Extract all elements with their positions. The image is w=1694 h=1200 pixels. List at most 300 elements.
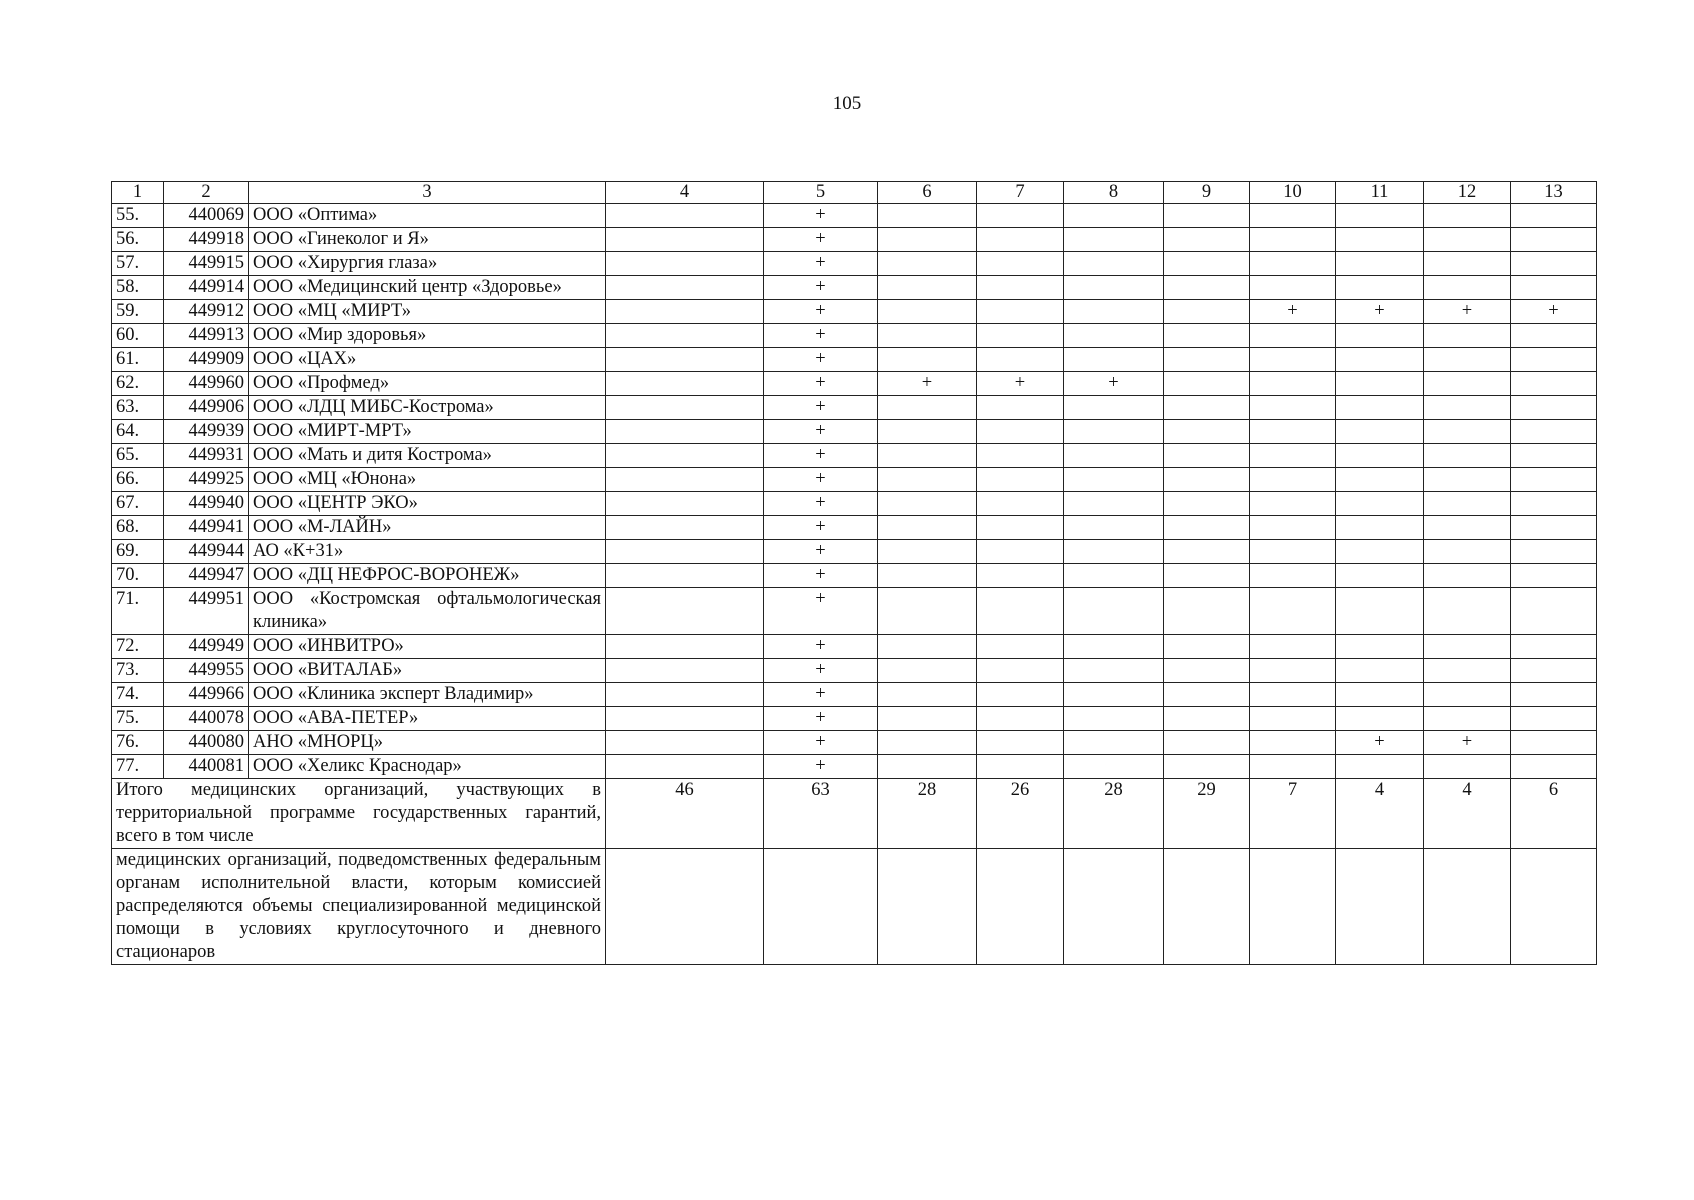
mark-cell-col-5: + bbox=[764, 396, 878, 420]
organization-name: ООО «ВИТАЛАБ» bbox=[249, 659, 606, 683]
subtotal-value-col-12 bbox=[1424, 849, 1511, 965]
table-row bbox=[112, 659, 1597, 683]
subtotal-value-col-8 bbox=[1064, 849, 1164, 965]
mark-cell-col-11 bbox=[1336, 252, 1424, 276]
column-header: 7 bbox=[977, 182, 1064, 204]
mark-cell-col-9 bbox=[1164, 516, 1250, 540]
row-number: 65. bbox=[112, 444, 164, 468]
mark-cell-col-6 bbox=[878, 564, 977, 588]
mark-cell-col-12 bbox=[1424, 348, 1511, 372]
mark-cell-col-5: + bbox=[764, 588, 878, 635]
mark-cell-col-5: + bbox=[764, 683, 878, 707]
mark-cell-col-8 bbox=[1064, 588, 1164, 635]
mark-cell-col-4 bbox=[606, 420, 764, 444]
mark-cell-col-12 bbox=[1424, 659, 1511, 683]
organization-code: 449949 bbox=[164, 635, 249, 659]
mark-cell-col-6 bbox=[878, 252, 977, 276]
subtotal-value-col-9 bbox=[1164, 849, 1250, 965]
organization-code: 449955 bbox=[164, 659, 249, 683]
mark-cell-col-5: + bbox=[764, 635, 878, 659]
mark-cell-col-11 bbox=[1336, 755, 1424, 779]
mark-cell-col-10 bbox=[1250, 755, 1336, 779]
mark-cell-col-8 bbox=[1064, 516, 1164, 540]
mark-cell-col-7 bbox=[977, 755, 1064, 779]
organization-name: ООО «АВА-ПЕТЕР» bbox=[249, 707, 606, 731]
column-header: 13 bbox=[1511, 182, 1597, 204]
table-row bbox=[112, 683, 1597, 707]
mark-cell-col-10 bbox=[1250, 683, 1336, 707]
mark-cell-col-11 bbox=[1336, 372, 1424, 396]
mark-cell-col-4 bbox=[606, 755, 764, 779]
mark-cell-col-11 bbox=[1336, 396, 1424, 420]
mark-cell-col-5: + bbox=[764, 516, 878, 540]
mark-cell-col-12 bbox=[1424, 372, 1511, 396]
row-number: 62. bbox=[112, 372, 164, 396]
table-row bbox=[112, 492, 1597, 516]
mark-cell-col-9 bbox=[1164, 731, 1250, 755]
total-label: Итого медицинских организаций, участвующих в территориальной программе государственных гарантий, всего в том числе bbox=[112, 779, 606, 849]
mark-cell-col-13 bbox=[1511, 228, 1597, 252]
mark-cell-col-10 bbox=[1250, 731, 1336, 755]
organization-code: 440078 bbox=[164, 707, 249, 731]
mark-cell-col-9 bbox=[1164, 564, 1250, 588]
mark-cell-col-7 bbox=[977, 564, 1064, 588]
organization-name: ООО «ЛДЦ МИБС-Кострома» bbox=[249, 396, 606, 420]
mark-cell-col-11: + bbox=[1336, 300, 1424, 324]
mark-cell-col-6 bbox=[878, 540, 977, 564]
organization-name: АО «К+31» bbox=[249, 540, 606, 564]
organization-name: ООО «Костромская офтальмологическая клиника» bbox=[249, 588, 606, 635]
mark-cell-col-10 bbox=[1250, 348, 1336, 372]
mark-cell-col-8 bbox=[1064, 444, 1164, 468]
mark-cell-col-12 bbox=[1424, 492, 1511, 516]
mark-cell-col-11 bbox=[1336, 588, 1424, 635]
table-row bbox=[112, 372, 1597, 396]
subtotal-value-col-7 bbox=[977, 849, 1064, 965]
mark-cell-col-7 bbox=[977, 468, 1064, 492]
row-number: 71. bbox=[112, 588, 164, 635]
mark-cell-col-13 bbox=[1511, 468, 1597, 492]
mark-cell-col-10 bbox=[1250, 540, 1336, 564]
organization-code: 449931 bbox=[164, 444, 249, 468]
row-number: 67. bbox=[112, 492, 164, 516]
mark-cell-col-4 bbox=[606, 372, 764, 396]
organization-name: ООО «Профмед» bbox=[249, 372, 606, 396]
mark-cell-col-13 bbox=[1511, 683, 1597, 707]
subtotal-value-col-13 bbox=[1511, 849, 1597, 965]
row-number: 60. bbox=[112, 324, 164, 348]
mark-cell-col-11 bbox=[1336, 444, 1424, 468]
subtotal-value-col-11 bbox=[1336, 849, 1424, 965]
table-row bbox=[112, 468, 1597, 492]
table-row bbox=[112, 540, 1597, 564]
mark-cell-col-13 bbox=[1511, 492, 1597, 516]
mark-cell-col-6 bbox=[878, 276, 977, 300]
row-number: 56. bbox=[112, 228, 164, 252]
mark-cell-col-8 bbox=[1064, 204, 1164, 228]
column-header: 4 bbox=[606, 182, 764, 204]
mark-cell-col-9 bbox=[1164, 252, 1250, 276]
mark-cell-col-9 bbox=[1164, 348, 1250, 372]
row-number: 77. bbox=[112, 755, 164, 779]
mark-cell-col-8 bbox=[1064, 564, 1164, 588]
mark-cell-col-4 bbox=[606, 252, 764, 276]
mark-cell-col-9 bbox=[1164, 420, 1250, 444]
table-row bbox=[112, 588, 1597, 635]
mark-cell-col-11 bbox=[1336, 683, 1424, 707]
mark-cell-col-4 bbox=[606, 731, 764, 755]
total-value-col-7: 26 bbox=[977, 779, 1064, 849]
row-number: 57. bbox=[112, 252, 164, 276]
mark-cell-col-10 bbox=[1250, 372, 1336, 396]
mark-cell-col-11 bbox=[1336, 420, 1424, 444]
mark-cell-col-7 bbox=[977, 420, 1064, 444]
mark-cell-col-9 bbox=[1164, 228, 1250, 252]
mark-cell-col-13 bbox=[1511, 707, 1597, 731]
mark-cell-col-12 bbox=[1424, 420, 1511, 444]
mark-cell-col-5: + bbox=[764, 755, 878, 779]
mark-cell-col-13 bbox=[1511, 731, 1597, 755]
table-row bbox=[112, 731, 1597, 755]
table-row bbox=[112, 444, 1597, 468]
mark-cell-col-6 bbox=[878, 516, 977, 540]
mark-cell-col-6 bbox=[878, 444, 977, 468]
mark-cell-col-12 bbox=[1424, 444, 1511, 468]
mark-cell-col-7 bbox=[977, 228, 1064, 252]
subtotal-value-col-10 bbox=[1250, 849, 1336, 965]
mark-cell-col-4 bbox=[606, 444, 764, 468]
mark-cell-col-4 bbox=[606, 228, 764, 252]
mark-cell-col-12 bbox=[1424, 635, 1511, 659]
mark-cell-col-12 bbox=[1424, 396, 1511, 420]
mark-cell-col-13 bbox=[1511, 755, 1597, 779]
organization-name: ООО «МЦ «Юнона» bbox=[249, 468, 606, 492]
total-value-col-4: 46 bbox=[606, 779, 764, 849]
mark-cell-col-12 bbox=[1424, 755, 1511, 779]
mark-cell-col-6 bbox=[878, 707, 977, 731]
table-row bbox=[112, 420, 1597, 444]
total-value-col-9: 29 bbox=[1164, 779, 1250, 849]
mark-cell-col-5: + bbox=[764, 300, 878, 324]
mark-cell-col-7 bbox=[977, 204, 1064, 228]
mark-cell-col-11 bbox=[1336, 635, 1424, 659]
mark-cell-col-5: + bbox=[764, 204, 878, 228]
mark-cell-col-5: + bbox=[764, 420, 878, 444]
mark-cell-col-5: + bbox=[764, 564, 878, 588]
mark-cell-col-9 bbox=[1164, 683, 1250, 707]
mark-cell-col-10 bbox=[1250, 396, 1336, 420]
organization-code: 449939 bbox=[164, 420, 249, 444]
table-row bbox=[112, 635, 1597, 659]
mark-cell-col-7 bbox=[977, 635, 1064, 659]
mark-cell-col-8 bbox=[1064, 348, 1164, 372]
mark-cell-col-10 bbox=[1250, 228, 1336, 252]
organization-code: 449951 bbox=[164, 588, 249, 635]
mark-cell-col-11: + bbox=[1336, 731, 1424, 755]
mark-cell-col-4 bbox=[606, 324, 764, 348]
mark-cell-col-9 bbox=[1164, 204, 1250, 228]
mark-cell-col-8 bbox=[1064, 276, 1164, 300]
table-row bbox=[112, 204, 1597, 228]
mark-cell-col-6 bbox=[878, 659, 977, 683]
mark-cell-col-8 bbox=[1064, 492, 1164, 516]
organization-name: ООО «Мать и дитя Кострома» bbox=[249, 444, 606, 468]
mark-cell-col-5: + bbox=[764, 540, 878, 564]
organization-code: 440080 bbox=[164, 731, 249, 755]
mark-cell-col-13 bbox=[1511, 204, 1597, 228]
mark-cell-col-13 bbox=[1511, 564, 1597, 588]
mark-cell-col-6 bbox=[878, 348, 977, 372]
row-number: 68. bbox=[112, 516, 164, 540]
mark-cell-col-13 bbox=[1511, 252, 1597, 276]
mark-cell-col-4 bbox=[606, 468, 764, 492]
organization-name: ООО «ЦЕНТР ЭКО» bbox=[249, 492, 606, 516]
organization-code: 449944 bbox=[164, 540, 249, 564]
mark-cell-col-13 bbox=[1511, 372, 1597, 396]
mark-cell-col-4 bbox=[606, 564, 764, 588]
mark-cell-col-9 bbox=[1164, 372, 1250, 396]
mark-cell-col-11 bbox=[1336, 540, 1424, 564]
mark-cell-col-10 bbox=[1250, 635, 1336, 659]
column-header: 2 bbox=[164, 182, 249, 204]
mark-cell-col-8 bbox=[1064, 659, 1164, 683]
mark-cell-col-7 bbox=[977, 276, 1064, 300]
mark-cell-col-13: + bbox=[1511, 300, 1597, 324]
total-row bbox=[112, 779, 1597, 849]
mark-cell-col-4 bbox=[606, 683, 764, 707]
mark-cell-col-7 bbox=[977, 324, 1064, 348]
row-number: 66. bbox=[112, 468, 164, 492]
subtotal-value-col-6 bbox=[878, 849, 977, 965]
mark-cell-col-8 bbox=[1064, 324, 1164, 348]
total-value-col-13: 6 bbox=[1511, 779, 1597, 849]
total-value-col-5: 63 bbox=[764, 779, 878, 849]
mark-cell-col-8 bbox=[1064, 420, 1164, 444]
total-value-col-12: 4 bbox=[1424, 779, 1511, 849]
mark-cell-col-8 bbox=[1064, 755, 1164, 779]
organization-name: ООО «ДЦ НЕФРОС-ВОРОНЕЖ» bbox=[249, 564, 606, 588]
mark-cell-col-12 bbox=[1424, 707, 1511, 731]
mark-cell-col-6 bbox=[878, 228, 977, 252]
mark-cell-col-8 bbox=[1064, 252, 1164, 276]
organization-code: 449915 bbox=[164, 252, 249, 276]
mark-cell-col-12 bbox=[1424, 516, 1511, 540]
mark-cell-col-13 bbox=[1511, 540, 1597, 564]
organization-code: 449906 bbox=[164, 396, 249, 420]
table-row bbox=[112, 348, 1597, 372]
mark-cell-col-13 bbox=[1511, 516, 1597, 540]
mark-cell-col-8 bbox=[1064, 228, 1164, 252]
mark-cell-col-10 bbox=[1250, 420, 1336, 444]
mark-cell-col-5: + bbox=[764, 707, 878, 731]
column-header: 11 bbox=[1336, 182, 1424, 204]
mark-cell-col-4 bbox=[606, 540, 764, 564]
mark-cell-col-12 bbox=[1424, 204, 1511, 228]
mark-cell-col-5: + bbox=[764, 444, 878, 468]
mark-cell-col-10 bbox=[1250, 276, 1336, 300]
mark-cell-col-12: + bbox=[1424, 300, 1511, 324]
mark-cell-col-9 bbox=[1164, 468, 1250, 492]
mark-cell-col-13 bbox=[1511, 396, 1597, 420]
organization-code: 449947 bbox=[164, 564, 249, 588]
column-header: 10 bbox=[1250, 182, 1336, 204]
mark-cell-col-5: + bbox=[764, 228, 878, 252]
mark-cell-col-8 bbox=[1064, 683, 1164, 707]
mark-cell-col-7: + bbox=[977, 372, 1064, 396]
mark-cell-col-6 bbox=[878, 420, 977, 444]
table-row bbox=[112, 300, 1597, 324]
organization-code: 449925 bbox=[164, 468, 249, 492]
mark-cell-col-11 bbox=[1336, 276, 1424, 300]
table-row bbox=[112, 564, 1597, 588]
row-number: 55. bbox=[112, 204, 164, 228]
mark-cell-col-8 bbox=[1064, 300, 1164, 324]
mark-cell-col-5: + bbox=[764, 324, 878, 348]
organization-name: ООО «Медицинский центр «Здоровье» bbox=[249, 276, 606, 300]
organization-name: ООО «МЦ «МИРТ» bbox=[249, 300, 606, 324]
row-number: 74. bbox=[112, 683, 164, 707]
mark-cell-col-4 bbox=[606, 348, 764, 372]
organization-code: 440069 bbox=[164, 204, 249, 228]
mark-cell-col-7 bbox=[977, 252, 1064, 276]
mark-cell-col-7 bbox=[977, 444, 1064, 468]
mark-cell-col-9 bbox=[1164, 659, 1250, 683]
mark-cell-col-10 bbox=[1250, 588, 1336, 635]
row-number: 59. bbox=[112, 300, 164, 324]
row-number: 58. bbox=[112, 276, 164, 300]
mark-cell-col-5: + bbox=[764, 372, 878, 396]
total-value-col-8: 28 bbox=[1064, 779, 1164, 849]
mark-cell-col-8 bbox=[1064, 540, 1164, 564]
organization-code: 449966 bbox=[164, 683, 249, 707]
mark-cell-col-10 bbox=[1250, 564, 1336, 588]
column-header: 8 bbox=[1064, 182, 1164, 204]
mark-cell-col-12: + bbox=[1424, 731, 1511, 755]
mark-cell-col-13 bbox=[1511, 420, 1597, 444]
column-header: 6 bbox=[878, 182, 977, 204]
mark-cell-col-8 bbox=[1064, 396, 1164, 420]
mark-cell-col-9 bbox=[1164, 396, 1250, 420]
mark-cell-col-4 bbox=[606, 659, 764, 683]
column-header: 5 bbox=[764, 182, 878, 204]
table-row bbox=[112, 324, 1597, 348]
mark-cell-col-10 bbox=[1250, 468, 1336, 492]
row-number: 64. bbox=[112, 420, 164, 444]
mark-cell-col-10 bbox=[1250, 444, 1336, 468]
mark-cell-col-6 bbox=[878, 204, 977, 228]
subtotal-value-col-5 bbox=[764, 849, 878, 965]
mark-cell-col-9 bbox=[1164, 444, 1250, 468]
column-header: 3 bbox=[249, 182, 606, 204]
table-row bbox=[112, 707, 1597, 731]
mark-cell-col-6: + bbox=[878, 372, 977, 396]
table-row bbox=[112, 252, 1597, 276]
mark-cell-col-7 bbox=[977, 588, 1064, 635]
mark-cell-col-6 bbox=[878, 731, 977, 755]
mark-cell-col-12 bbox=[1424, 228, 1511, 252]
mark-cell-col-4 bbox=[606, 492, 764, 516]
mark-cell-col-5: + bbox=[764, 252, 878, 276]
organization-name: ООО «Гинеколог и Я» bbox=[249, 228, 606, 252]
organizations-table bbox=[111, 181, 1597, 965]
organization-name: ООО «ЦАХ» bbox=[249, 348, 606, 372]
row-number: 76. bbox=[112, 731, 164, 755]
mark-cell-col-9 bbox=[1164, 755, 1250, 779]
organization-code: 440081 bbox=[164, 755, 249, 779]
mark-cell-col-5: + bbox=[764, 492, 878, 516]
mark-cell-col-6 bbox=[878, 396, 977, 420]
mark-cell-col-4 bbox=[606, 396, 764, 420]
mark-cell-col-8 bbox=[1064, 468, 1164, 492]
total-value-col-11: 4 bbox=[1336, 779, 1424, 849]
mark-cell-col-7 bbox=[977, 707, 1064, 731]
mark-cell-col-11 bbox=[1336, 707, 1424, 731]
column-header: 9 bbox=[1164, 182, 1250, 204]
mark-cell-col-4 bbox=[606, 588, 764, 635]
mark-cell-col-11 bbox=[1336, 564, 1424, 588]
mark-cell-col-12 bbox=[1424, 324, 1511, 348]
mark-cell-col-4 bbox=[606, 204, 764, 228]
mark-cell-col-5: + bbox=[764, 276, 878, 300]
subtotal-row bbox=[112, 849, 1597, 965]
mark-cell-col-10 bbox=[1250, 707, 1336, 731]
mark-cell-col-6 bbox=[878, 492, 977, 516]
mark-cell-col-4 bbox=[606, 516, 764, 540]
organization-code: 449914 bbox=[164, 276, 249, 300]
mark-cell-col-7 bbox=[977, 659, 1064, 683]
mark-cell-col-7 bbox=[977, 731, 1064, 755]
mark-cell-col-4 bbox=[606, 300, 764, 324]
mark-cell-col-9 bbox=[1164, 492, 1250, 516]
mark-cell-col-13 bbox=[1511, 588, 1597, 635]
mark-cell-col-10 bbox=[1250, 516, 1336, 540]
mark-cell-col-13 bbox=[1511, 324, 1597, 348]
mark-cell-col-7 bbox=[977, 540, 1064, 564]
organization-name: ООО «Хеликс Краснодар» bbox=[249, 755, 606, 779]
mark-cell-col-11 bbox=[1336, 468, 1424, 492]
mark-cell-col-5: + bbox=[764, 468, 878, 492]
mark-cell-col-6 bbox=[878, 635, 977, 659]
mark-cell-col-12 bbox=[1424, 276, 1511, 300]
mark-cell-col-6 bbox=[878, 468, 977, 492]
mark-cell-col-7 bbox=[977, 492, 1064, 516]
mark-cell-col-10 bbox=[1250, 324, 1336, 348]
mark-cell-col-12 bbox=[1424, 683, 1511, 707]
organization-name: ООО «ИНВИТРО» bbox=[249, 635, 606, 659]
page-number: 105 bbox=[832, 93, 862, 114]
mark-cell-col-5: + bbox=[764, 348, 878, 372]
organization-code: 449940 bbox=[164, 492, 249, 516]
mark-cell-col-11 bbox=[1336, 324, 1424, 348]
mark-cell-col-9 bbox=[1164, 276, 1250, 300]
mark-cell-col-4 bbox=[606, 635, 764, 659]
organization-name: ООО «Клиника эксперт Владимир» bbox=[249, 683, 606, 707]
mark-cell-col-13 bbox=[1511, 276, 1597, 300]
table-row bbox=[112, 276, 1597, 300]
mark-cell-col-8: + bbox=[1064, 372, 1164, 396]
organization-name: ООО «Мир здоровья» bbox=[249, 324, 606, 348]
mark-cell-col-5: + bbox=[764, 659, 878, 683]
subtotal-label: медицинских организаций, подведомственных федеральным органам исполнительной власти, которым комиссией распределяются объемы специализированной медицинской помощи в условиях круглосуточного и дневного стационаров bbox=[112, 849, 606, 965]
organization-code: 449912 bbox=[164, 300, 249, 324]
organization-name: ООО «Оптима» bbox=[249, 204, 606, 228]
mark-cell-col-11 bbox=[1336, 659, 1424, 683]
mark-cell-col-12 bbox=[1424, 468, 1511, 492]
mark-cell-col-7 bbox=[977, 396, 1064, 420]
mark-cell-col-6 bbox=[878, 755, 977, 779]
column-header: 12 bbox=[1424, 182, 1511, 204]
organization-name: ООО «М-ЛАЙН» bbox=[249, 516, 606, 540]
